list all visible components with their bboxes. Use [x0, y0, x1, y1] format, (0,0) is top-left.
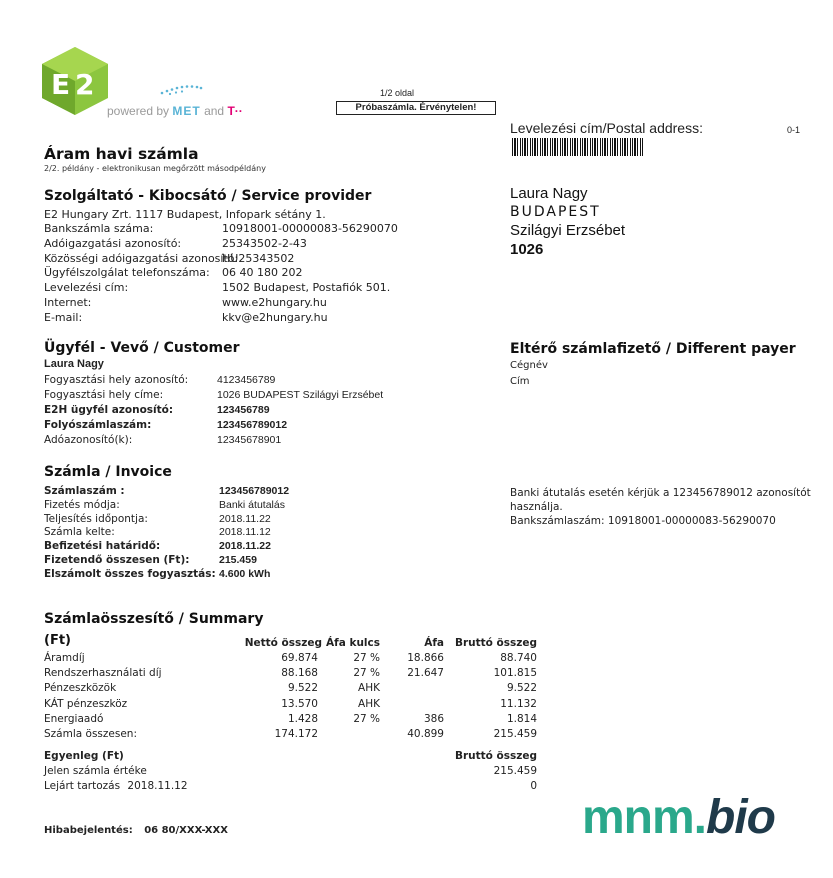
page-title: Áram havi számla — [44, 145, 199, 163]
invoice-note-line2: használja. — [510, 501, 563, 513]
summary-row-gross: 11.132 — [500, 697, 537, 710]
provider-row-label: Adóigazgatási azonosító: — [44, 236, 182, 250]
summary-row-gross: 215.459 — [493, 728, 537, 740]
summary-row-label: Energiaadó — [44, 712, 104, 725]
overdue-label-text: Lejárt tartozás — [44, 780, 121, 792]
summary-row-rate: AHK — [358, 697, 380, 710]
payer-company: Cégnév — [510, 360, 548, 371]
provider-address: E2 Hungary Zrt. 1117 Budapest, Infopark sétány 1. — [44, 208, 326, 221]
invoice-row-label: Számlaszám : — [44, 485, 125, 497]
provider-row-value: www.e2hungary.hu — [222, 296, 327, 309]
provider-row-label: Ügyfélszolgálat telefonszáma: — [44, 266, 210, 280]
col-rate-header: Áfa kulcs — [326, 637, 380, 649]
balance-col-header: Bruttó összeg — [454, 750, 537, 762]
summary-row-net: 174.172 — [274, 728, 318, 740]
report-line — [44, 825, 228, 836]
overdue-label — [44, 780, 188, 792]
invoice-row-value: 2018.11.12 — [219, 526, 271, 539]
summary-row-rate: 27 % — [353, 667, 380, 680]
postal-street: Szilágyi Erzsébet — [510, 222, 626, 239]
postal-label: Levelezési cím/Postal address: — [510, 120, 703, 136]
summary-row-vat: 21.647 — [407, 667, 444, 680]
brand-part-b: bio — [706, 791, 775, 844]
overdue-value: 0 — [530, 780, 537, 792]
met-text: MET — [172, 104, 201, 118]
provider-row-value: 10918001-00000083-56290070 — [222, 222, 398, 235]
invoice-row-label: Fizetés módja: — [44, 498, 120, 511]
customer-row-value: 12345678901 — [217, 434, 282, 446]
customer-row-value: 4123456789 — [217, 374, 276, 386]
barcode — [512, 138, 643, 156]
customer-row-value: 123456789 — [217, 404, 270, 416]
brand-part-a: mnm. — [582, 791, 707, 844]
invoice-heading: Számla / Invoice — [44, 464, 172, 480]
summary-row-rate: AHK — [358, 682, 380, 695]
customer-row-label: Fogyasztási hely címe: — [44, 389, 164, 401]
col-net-header: Nettó összeg — [244, 637, 322, 649]
customer-name: Laura Nagy — [44, 358, 104, 370]
summary-row-net: 9.522 — [287, 682, 318, 695]
customer-heading: Ügyfél - Vevő / Customer — [44, 340, 240, 356]
summary-row-label: Számla összesen: — [44, 728, 137, 740]
provider-row-label: Internet: — [44, 296, 92, 309]
page-label: 1/2 oldal — [380, 88, 415, 98]
payer-address: Cím — [510, 376, 530, 387]
invoice-row-label: Fizetendő összesen (Ft): — [44, 554, 190, 566]
postal-name: Laura Nagy — [510, 185, 588, 202]
summary-row-rate: 27 % — [353, 652, 380, 664]
invoice-row-value: 215.459 — [219, 554, 257, 566]
invoice-note-line3: Bankszámlaszám: 10918001-00000083-56290070 — [510, 515, 776, 527]
provider-row-value: kkv@e2hungary.hu — [222, 310, 328, 324]
svg-text:E: E — [51, 68, 71, 101]
provider-row-value: 1502 Budapest, Postafiók 501. — [222, 281, 391, 295]
customer-row-label: E2H ügyfél azonosító: — [44, 404, 174, 416]
invoice-row-label: Befizetési határidő: — [44, 540, 161, 553]
watermark-box: Próbaszámla. Érvénytelen! — [336, 101, 496, 115]
overdue-date: 2018.11.12 — [127, 780, 188, 792]
provider-row-label: Levelezési cím: — [44, 281, 129, 295]
and-text: and — [204, 104, 225, 118]
invoice-row-value: 2018.11.22 — [219, 512, 271, 525]
summary-row-gross: 1.814 — [506, 712, 537, 725]
summary-row-label: KÁT pénzeszköz — [44, 697, 128, 710]
summary-row-net: 13.570 — [281, 697, 318, 710]
summary-row-net: 69.874 — [281, 652, 318, 664]
invoice-note-line1: Banki átutalás esetén kérjük a 123456789012 azonosítót — [510, 487, 811, 499]
customer-row-value: 1026 BUDAPEST Szilágyi Erzsébet — [217, 389, 384, 401]
summary-row-label: Áramdíj — [44, 652, 85, 664]
current-label: Jelen számla értéke — [44, 765, 147, 777]
invoice-row-label: Elszámolt összes fogyasztás: — [44, 567, 216, 580]
current-value: 215.459 — [493, 765, 537, 777]
invoice-row-label: Számla kelte: — [44, 526, 115, 539]
brand-watermark — [582, 790, 775, 845]
summary-row-net: 88.168 — [281, 667, 318, 680]
col-gross-header: Bruttó összeg — [454, 637, 537, 649]
e2-logo — [42, 47, 108, 115]
provider-row-label: E-mail: — [44, 310, 83, 324]
balance-heading: Egyenleg (Ft) — [44, 750, 124, 762]
customer-row-label: Adóazonosító(k): — [44, 434, 133, 446]
summary-heading: Számlaösszesítő / Summary — [44, 611, 264, 627]
invoice-row-value: 4.600 kWh — [219, 567, 271, 580]
summary-row-label: Rendszerhasználati díj — [44, 667, 162, 680]
powered-by-text: powered by — [107, 104, 170, 118]
summary-row-vat: 18.866 — [407, 652, 444, 664]
provider-row-value: 25343502-2-43 — [222, 236, 307, 250]
invoice-row-value: 123456789012 — [219, 485, 290, 497]
summary-row-rate: 27 % — [353, 712, 380, 725]
invoice-row-label: Teljesítés időpontja: — [44, 512, 148, 525]
provider-row-value: HU25343502 — [222, 251, 295, 265]
postal-city: BUDAPEST — [510, 204, 601, 220]
customer-row-value: 123456789012 — [217, 419, 288, 431]
summary-row-gross: 101.815 — [493, 667, 537, 680]
provider-row-label: Bankszámla száma: — [44, 222, 154, 235]
summary-row-label: Pénzeszközök — [44, 682, 117, 695]
powered-by-line — [107, 104, 243, 118]
invoice-row-value: Banki átutalás — [219, 498, 285, 511]
summary-row-vat: 40.899 — [407, 728, 444, 740]
summary-row-vat: 386 — [423, 712, 444, 725]
met-swirl-icon — [158, 82, 204, 96]
provider-row-value: 06 40 180 202 — [222, 266, 303, 280]
provider-heading: Szolgáltató - Kibocsátó / Service provider — [44, 188, 372, 204]
report-value: 06 80/XXX-XXX — [144, 825, 228, 836]
summary-row-gross: 88.740 — [500, 652, 537, 664]
provider-row-label: Közösségi adóigazgatási azonosító: — [44, 251, 239, 265]
customer-row-label: Folyószámlaszám: — [44, 419, 152, 431]
col-vat-header: Áfa — [424, 637, 444, 649]
summary-row-net: 1.428 — [287, 712, 318, 725]
customer-row-label: Fogyasztási hely azonosító: — [44, 374, 189, 386]
summary-row-gross: 9.522 — [506, 682, 537, 695]
report-label: Hibabejelentés: — [44, 825, 133, 836]
e2-logo-icon — [42, 47, 108, 115]
invoice-row-value: 2018.11.22 — [219, 540, 271, 553]
postal-zip: 1026 — [510, 241, 544, 258]
payer-heading: Eltérő számlafizető / Different payer — [510, 341, 796, 357]
svg-text:2: 2 — [75, 68, 95, 101]
tmobile-text: T·· — [227, 104, 243, 118]
page-subtitle: 2/2. példány - elektronikusan megőrzött másodpéldány — [44, 164, 266, 173]
postal-code: 0-1 — [787, 125, 801, 135]
summary-unit: (Ft) — [44, 633, 71, 648]
